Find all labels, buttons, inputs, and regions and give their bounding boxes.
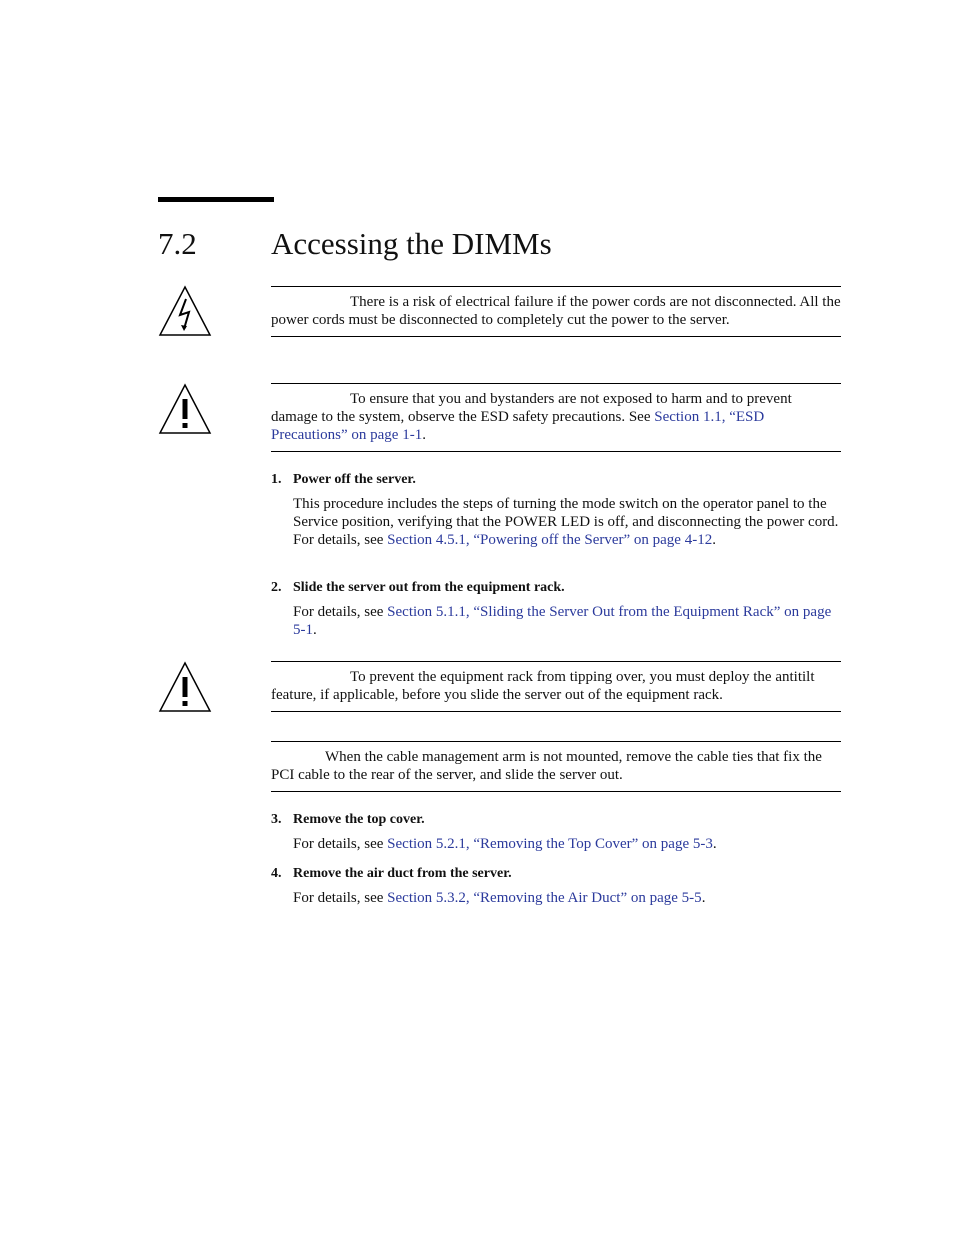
step-body xyxy=(293,603,841,639)
step-text-end: . xyxy=(712,836,717,852)
step-text: This procedure includes the steps of turning the mode switch on the operator panel to the Service position, verifying that the POWER LED is off, and disconnecting the power cord. For details, see xyxy=(293,496,839,548)
step-2 xyxy=(271,579,841,639)
step-number: 4. xyxy=(271,866,282,881)
step-number: 3. xyxy=(271,812,282,827)
step-body xyxy=(293,889,841,907)
step-body xyxy=(293,835,841,853)
section-rule xyxy=(158,197,274,202)
note-text: When the cable management arm is not mounted, remove the cable ties that fix the PCI cable to the rear of the server, and slide the server out. xyxy=(271,749,822,783)
esd-precautions-link[interactable]: Section 1.1, “ESD Precautions” on page 1-1 xyxy=(271,409,765,443)
step-title: Power off the server. xyxy=(293,472,416,487)
note-text: There is a risk of electrical failure if the power cords are not disconnected. All the power cords must be disconnected to completely cut the power to the server. xyxy=(271,294,841,328)
step-4 xyxy=(271,865,841,907)
section-number: 7.2 xyxy=(158,226,197,261)
step-title: Slide the server out from the equipment rack. xyxy=(293,580,565,595)
removing-air-duct-link[interactable]: Section 5.3.2, “Removing the Air Duct” on page 5-5 xyxy=(387,890,702,906)
electrical-caution-note xyxy=(271,286,841,337)
step-number: 1. xyxy=(271,472,282,487)
rack-tip-caution-note xyxy=(271,661,841,712)
step-text: For details, see xyxy=(293,890,388,906)
step-text: For details, see xyxy=(293,836,388,852)
step-title: Remove the top cover. xyxy=(293,812,425,827)
step-1 xyxy=(271,471,841,549)
step-text: For details, see xyxy=(293,604,388,620)
powering-off-link[interactable]: Section 4.5.1, “Powering off the Server” on page 4-12 xyxy=(387,532,713,548)
step-title: Remove the air duct from the server. xyxy=(293,866,512,881)
cable-note xyxy=(271,741,841,792)
note-text: To ensure that you and bystanders are not exposed to harm and to prevent damage to the system, observe the ESD safety precautions. See xyxy=(271,391,792,425)
step-body xyxy=(293,495,841,549)
electrical-hazard-icon xyxy=(158,285,212,337)
removing-top-cover-link[interactable]: Section 5.2.1, “Removing the Top Cover” on page 5-3 xyxy=(387,836,713,852)
note-text: To prevent the equipment rack from tipping over, you must deploy the antitilt feature, if applicable, before you slide the server out of the equipment rack. xyxy=(271,669,815,703)
section-title: Accessing the DIMMs xyxy=(271,226,552,261)
caution-icon xyxy=(158,661,212,713)
step-text-end: . xyxy=(712,532,716,548)
step-text-end: . xyxy=(313,622,317,638)
step-text-end: . xyxy=(701,890,706,906)
step-3 xyxy=(271,811,841,853)
step-number: 2. xyxy=(271,580,282,595)
esd-caution-note xyxy=(271,383,841,452)
caution-icon xyxy=(158,383,212,435)
note-text-end: . xyxy=(422,427,426,443)
sliding-server-link[interactable]: Section 5.1.1, “Sliding the Server Out from the Equipment Rack” on page 5-1 xyxy=(293,604,832,638)
